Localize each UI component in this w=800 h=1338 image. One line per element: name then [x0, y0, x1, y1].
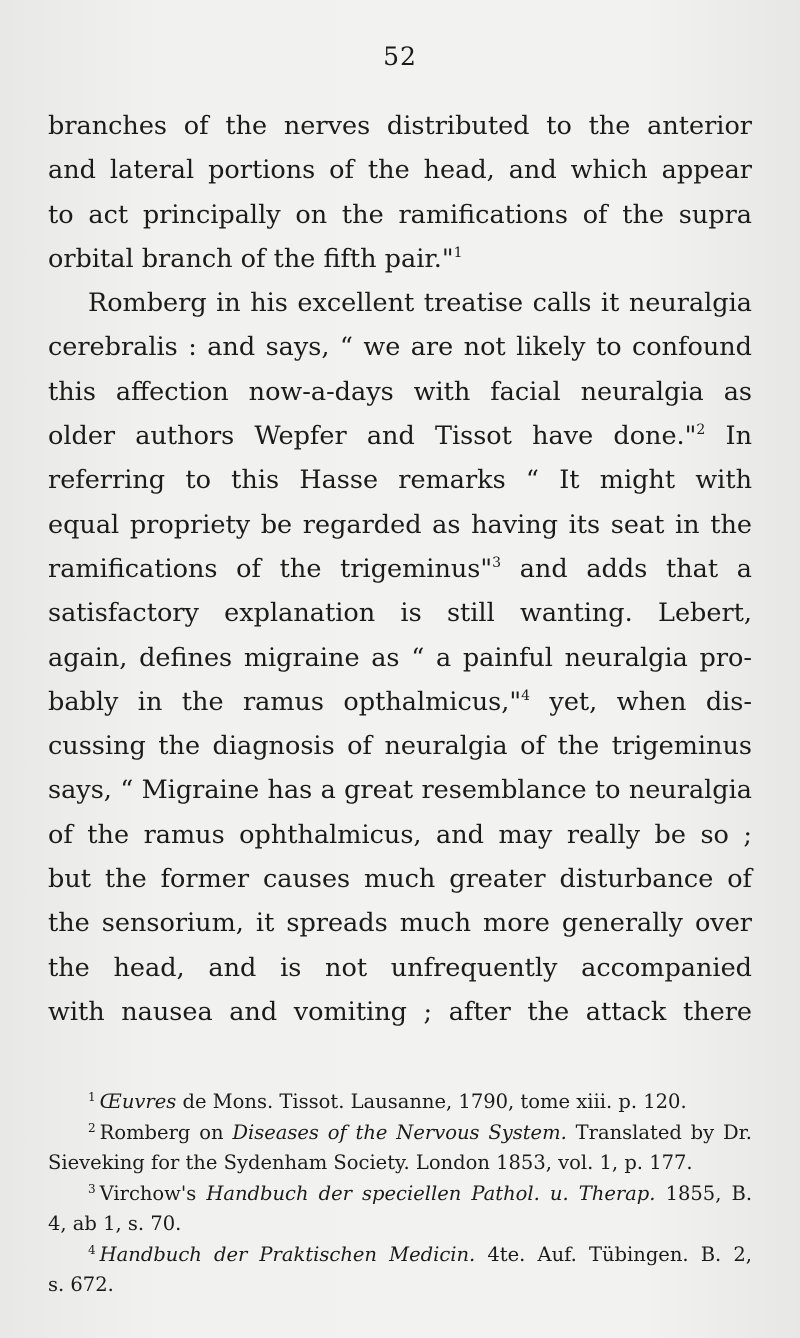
footnote [48, 1087, 752, 1118]
text-line-content: to act principally on the ramifications of the supra [48, 199, 752, 230]
text-line [48, 636, 752, 680]
text-line-content: older authors Wepfer and Tissot have done." [48, 421, 697, 452]
text-line-content: bably in the ramus opthalmicus," [48, 686, 522, 717]
footnote-text: s. 672. [48, 1273, 114, 1296]
text-line-content: equal propriety be regarded as having its seat in the [48, 509, 752, 540]
text-line-content: with nausea and vomiting ; after the attack there [48, 996, 752, 1027]
text-line-continuation: In [705, 421, 753, 452]
text-line [48, 857, 752, 901]
text-line [48, 680, 752, 724]
footnote-text: Romberg on [99, 1120, 233, 1144]
text-line-content: of the ramus ophthalmicus, and may really be so ; [48, 819, 752, 850]
text-line [48, 503, 752, 547]
footnote-reference: 2 [696, 422, 706, 439]
footnotes [48, 1087, 752, 1301]
footnote-reference: 3 [492, 554, 502, 571]
footnote [48, 1240, 752, 1301]
footnote-line [48, 1270, 752, 1301]
text-line [48, 104, 752, 148]
text-line [48, 813, 752, 857]
text-line-content: but the former causes much greater disturbance of [48, 864, 752, 895]
footnote-line [48, 1087, 752, 1118]
footnote-line [48, 1240, 752, 1271]
text-line [48, 990, 752, 1034]
text-line [48, 591, 752, 635]
footnote-title: Handbuch der speciellen Pathol. u. Therap. [206, 1181, 656, 1205]
footnote-mark: 4 [88, 1242, 96, 1257]
footnote-mark: 1 [88, 1090, 96, 1104]
footnote [48, 1179, 752, 1240]
text-line-content: cerebralis : and says, “ we are not likely to confound [48, 332, 752, 363]
text-line [48, 148, 752, 192]
text-line-content: cussing the diagnosis of neuralgia of the trigeminus [48, 731, 752, 762]
text-line-content: ramifications of the trigeminus" [48, 553, 493, 584]
text-line-content: and lateral portions of the head, and which appear [48, 155, 752, 186]
text-line-content: the sensorium, it spreads much more generally over [48, 908, 752, 939]
text-line [48, 370, 752, 414]
text-line [48, 724, 752, 768]
text-line [48, 768, 752, 812]
text-line-continuation: yet, when dis- [530, 686, 752, 717]
text-line-content: says, “ Migraine has a great resemblance to neuralgia [48, 775, 752, 806]
footnote-title: Diseases of the Nervous System. [232, 1120, 567, 1144]
footnote-text: Sieveking for the Sydenham Society. London 1853, vol. 1, p. 177. [48, 1151, 693, 1174]
footnote-line [48, 1118, 752, 1149]
text-line [48, 901, 752, 945]
page-number: 52 [383, 42, 417, 71]
text-line-content: orbital branch of the fifth pair." [48, 243, 454, 274]
footnote-text: 4te. Auf. Tübingen. B. 2, [475, 1242, 752, 1266]
text-line-continuation: and adds that a [501, 553, 752, 584]
text-line-content: the head, and is not unfrequently accompanied [48, 952, 752, 983]
text-line [48, 946, 752, 990]
text-line-content: branches of the nerves distributed to the anterior [48, 111, 752, 141]
footnote-line [48, 1209, 752, 1240]
text-line [48, 458, 752, 502]
text-line-content: this affection now-a-days with facial neuralgia as [48, 376, 752, 407]
text-line-content: again, defines migraine as “ a painful neuralgia pro- [48, 642, 752, 673]
text-line [48, 281, 752, 325]
body-text [48, 104, 752, 1034]
footnote-text: 4, ab 1, s. 70. [48, 1212, 182, 1235]
footnote-text: Translated by Dr. [566, 1120, 753, 1144]
footnote-mark: 2 [88, 1120, 96, 1135]
text-line-content: Romberg in his excellent treatise calls it neuralgia [88, 288, 752, 319]
text-line [48, 193, 752, 237]
text-line-content: referring to this Hasse remarks “ It might with [48, 465, 752, 496]
footnote-text: Virchow's [99, 1181, 207, 1205]
footnote-title: Handbuch der Praktischen Medicin. [99, 1242, 476, 1266]
footnote-reference: 4 [521, 687, 531, 704]
footnote-text: 1855, B. [655, 1181, 753, 1205]
footnote-line [48, 1148, 752, 1179]
footnote-mark: 3 [88, 1181, 96, 1196]
footnote-title: Œuvres [99, 1090, 177, 1113]
text-line-content: satisfactory explanation is still wanting. Lebert, [48, 598, 752, 629]
footnote-text: de Mons. Tissot. Lausanne, 1790, tome xiii. p. 120. [176, 1090, 687, 1113]
footnote-reference: 1 [453, 244, 463, 261]
footnote [48, 1118, 752, 1179]
text-line [48, 414, 752, 458]
text-line [48, 547, 752, 591]
footnote-line [48, 1179, 752, 1210]
text-line [48, 325, 752, 369]
text-line [48, 237, 752, 281]
